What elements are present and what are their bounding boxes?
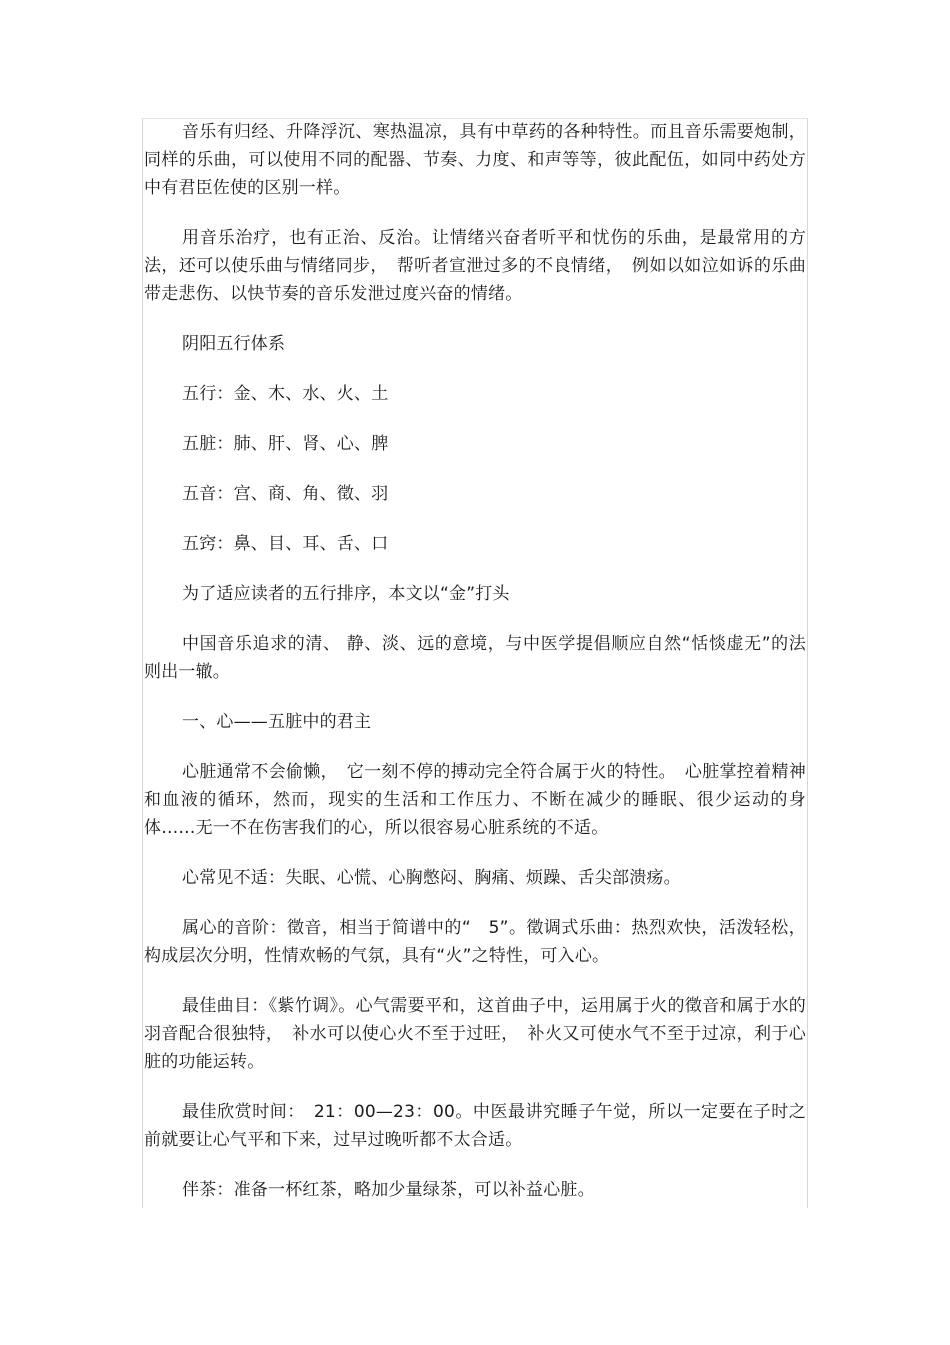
paragraph-heart-description: 心脏通常不会偷懒， 它一刻不停的搏动完全符合属于火的特性。 心脏掌控着精神和血液的循环，然而，现实的生活和工作压力、不断在减少的睡眠、很少运动的身体……无一不在伤害我们的心，所以很容易心脏系统的不适。 [144, 762, 806, 838]
paragraph-ordering-note: 为了适应读者的五行排序，本文以“金”打头 [182, 584, 510, 604]
list-five-organs: 五脏：肺、肝、肾、心、脾 [182, 434, 389, 454]
paragraph-music-therapy: 用音乐治疗，也有正治、反治。让情绪兴奋者听平和忧伤的乐曲，是最常用的方法，还可以使乐曲与情绪同步， 帮听者宣泄过多的不良情绪， 例如以如泣如诉的乐曲带走悲伤、以快节奏的音乐发泄过度兴奋的情绪。 [144, 228, 806, 304]
paragraph-best-piece: 最佳曲目：《紫竹调》。心气需要平和，这首曲子中，运用属于火的徵音和属于水的羽音配合很独特， 补水可以使心火不至于过旺， 补火又可使水气不至于过凉，利于心脏的功能运转。 [144, 996, 806, 1072]
list-five-tones: 五音：宫、商、角、徵、羽 [182, 484, 389, 504]
paragraph-best-time: 最佳欣赏时间： 21：00—23：00。中医最讲究睡子午觉，所以一定要在子时之前就要让心气平和下来，过早过晚听都不太合适。 [144, 1102, 806, 1150]
list-five-elements: 五行：金、木、水、火、土 [182, 384, 389, 404]
paragraph-chinese-music-ideal: 中国音乐追求的清、 静、淡、远的意境，与中医学提倡顺应自然“恬惔虚无”的法则出一辙。 [144, 634, 806, 682]
heading-yin-yang-five-elements: 阴阳五行体系 [182, 334, 286, 354]
section-heading-heart: 一、心——五脏中的君主 [182, 712, 372, 732]
paragraph-heart-scale: 属心的音阶：徵音，相当于简谱中的“ 5”。徵调式乐曲：热烈欢快，活泼轻松，构成层次分明，性情欢畅的气氛，具有“火”之特性，可入心。 [144, 918, 806, 966]
list-five-orifices: 五窍：鼻、目、耳、舌、口 [182, 534, 389, 554]
paragraph-tea-pairing: 伴茶：准备一杯红茶，略加少量绿茶，可以补益心脏。 [182, 1180, 595, 1200]
document-body [144, 118, 806, 1226]
paragraph-heart-discomforts: 心常见不适：失眠、心慌、心胸憋闷、胸痛、烦躁、舌尖部溃疡。 [182, 868, 681, 888]
paragraph-music-properties: 音乐有归经、升降浮沉、寒热温凉，具有中草药的各种特性。而且音乐需要炮制，同样的乐曲，可以使用不同的配器、节奏、力度、和声等等，彼此配伍，如同中药处方中有君臣佐使的区别一样。 [144, 122, 806, 198]
